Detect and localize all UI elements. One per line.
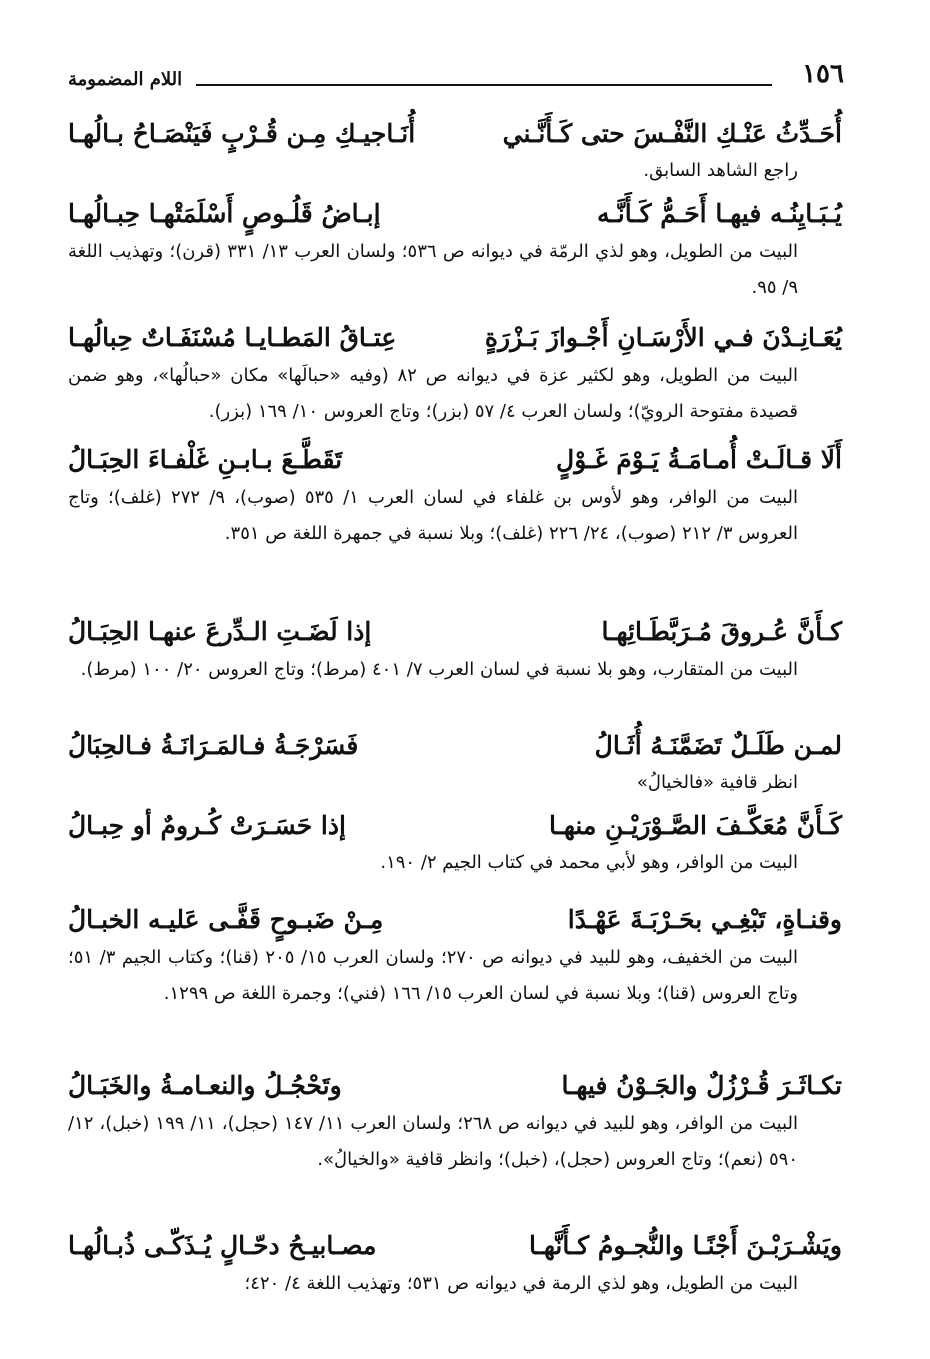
verse-first-hemistich: وقنـاةٍ، تَبْغِـي بحَـرْبَـةَ عَهْـدًا (567, 905, 842, 934)
verse-second-hemistich: إبـاضُ قَلُـوصٍ أَسْلَمَتْهـا حِبـالُهـا (68, 199, 381, 228)
verse-entry (68, 194, 842, 306)
verse-first-hemistich: لمـن طَلَـلٌ تَضَمَّنَـهُ أُثَـالُ (594, 731, 842, 760)
verse-line (68, 194, 842, 234)
verse-note: البيت من الطويل، وهو لذي الرمة في ديوانه ص ٥٣١؛ وتهذيب اللغة ٤/ ٤٢٠؛ (244, 1273, 798, 1294)
verse-entry (68, 440, 842, 552)
verse-entry (68, 114, 842, 188)
verse-entry (68, 806, 842, 880)
verse-note: البيت من الخفيف، وهو للبيد في ديوانه ص ٢٧٠؛ ولسان العرب ١٥/ ٢٠٥ (قنا)؛ وكتاب الجيم ٣/ ٥١؛ وتاج العروس (قنا)؛ وبلا نسبة في لسان العرب ١٥/ ١٦٦ (فني)؛ وجمرة اللغة ص ١٢٩٩. (68, 947, 799, 1004)
verse-second-hemistich: أُنَـاجيـكِ مِـن قُـرْبٍ فَيَنْصَـاحُ بـالُهـا (68, 119, 416, 148)
verse-first-hemistich: تكـاثَـرَ قُـرْزُلٌ والجَـوْنُ فيهـا (561, 1071, 842, 1100)
verse-entry (68, 726, 842, 800)
verse-line (68, 612, 842, 652)
verse-line (68, 440, 842, 480)
verse-second-hemistich: إذا لَضَـتِ الـدِّرعَ عنهـا الحِبَـالُ (68, 617, 372, 646)
verse-line (68, 318, 842, 358)
verse-entry (68, 1066, 842, 1178)
page-header (68, 58, 844, 98)
verse-note: البيت من الطويل، وهو لذي الرمّة في ديوانه ص ٥٣٦؛ ولسان العرب ١٣/ ٣٣١ (قرن)؛ وتهذيب اللغة ٩/ ٩٥. (68, 241, 798, 298)
verse-entry (68, 900, 842, 1012)
verse-line (68, 900, 842, 940)
verse-first-hemistich: كَـأَنَّ مُعَكَّـفَ الصَّـوْرَيْـنِ منهـا (548, 811, 842, 840)
verse-second-hemistich: وتَحْجُـلُ والنعـامـةُ والخَبَـالُ (68, 1071, 342, 1100)
verse-line (68, 806, 842, 846)
verse-entry (68, 1226, 842, 1302)
verse-line (68, 726, 842, 766)
verse-second-hemistich: مصـابيـحُ دحّـالٍ يُـذَكّـى ذُبـالُهـا (68, 1231, 377, 1260)
page-number: ١٥٦ (802, 59, 844, 89)
verse-first-hemistich: أَلَا قـالَـتْ أُمـامَـةُ يَـوْمَ غَـوْلٍ (556, 445, 842, 474)
verse-note: البيت من الوافر، وهو لأبي محمد في كتاب الجيم ٢/ ١٩٠. (380, 852, 798, 873)
verse-second-hemistich: فَسَرْجَـةُ فـالمَـرَانَـةُ فـالحِبَالُ (68, 731, 359, 760)
verse-first-hemistich: كـأَنَّ عُـروقَ مُـرَبَّطَـائِهـا (601, 617, 842, 646)
verse-note: راجع الشاهد السابق. (643, 160, 798, 181)
verse-note: البيت من الوافر، وهو للبيد في ديوانه ص ٢٦٨؛ ولسان العرب ١١/ ١٤٧ (حجل)، ١١/ ١٩٩ (خبل)، ١٢/ ٥٩٠ (نعم)؛ وتاج العروس (حجل)، (خبل)؛ وانظر قافية «والخيالُ». (68, 1113, 798, 1170)
header-rule (196, 84, 772, 86)
verse-note: البيت من الوافر، وهو لأوس بن غلفاء في لسان العرب ١/ ٥٣٥ (صوب)، ٩/ ٢٧٢ (غلف)؛ وتاج العروس ٣/ ٢١٢ (صوب)، ٢٤/ ٢٢٦ (غلف)؛ وبلا نسبة في جمهرة اللغة ص ٣٥١. (68, 487, 798, 544)
verse-second-hemistich: إذا حَسَـرَتْ كُـرومٌ أو حِبـالُ (68, 811, 346, 840)
verse-first-hemistich: يُعَـانِـدْنَ فـي الأَرْسَـانِ أَجْـوازَ بَـزْرَةٍ (484, 323, 842, 352)
verse-line (68, 114, 842, 154)
verse-line (68, 1066, 842, 1106)
section-title: اللام المضمومة (68, 69, 183, 90)
verse-entry (68, 318, 842, 430)
verse-line (68, 1226, 842, 1266)
verse-first-hemistich: ويَشْـرَبْـنَ أَجْنًـا والنُّجـومُ كـأَنَّهـا (528, 1231, 842, 1260)
verse-first-hemistich: يُـبَـايِنُـه فيهـا أَحَـمُّ كَـأَنَّـه (597, 199, 842, 228)
verse-second-hemistich: مِـنْ ضَبـوحٍ قَفَّـى عَليـه الخبـالُ (68, 905, 384, 934)
verse-second-hemistich: تَقَطَّـعَ بـابـنِ غَلْفـاءَ الحِبَـالُ (68, 445, 343, 474)
verse-note: انظر قافية «فالخيالُ» (636, 772, 798, 793)
verse-first-hemistich: أُحَـدِّثُ عَنْـكِ النَّفْـسَ حتى كَـأَنَّـني (502, 119, 842, 148)
verse-note: البيت من المتقارب، وهو بلا نسبة في لسان العرب ٧/ ٤٠١ (مرط)؛ وتاج العروس ٢٠/ ١٠٠ (مرط). (80, 659, 798, 680)
verse-second-hemistich: عِتـاقُ المَطـايـا مُسْنَفَـاتٌ حِبالُهـا (68, 323, 397, 352)
verse-entry (68, 612, 842, 688)
verse-note: البيت من الطويل، وهو لكثير عزة في ديوانه ص ٨٢ (وفيه «حبالَها» مكان «حبالُها»، وهو ضمن قصيدة مفتوحة الرويّ)؛ ولسان العرب ٤/ ٥٧ (بزر)؛ وتاج العروس ١٠/ ١٦٩ (بزر). (68, 365, 799, 422)
